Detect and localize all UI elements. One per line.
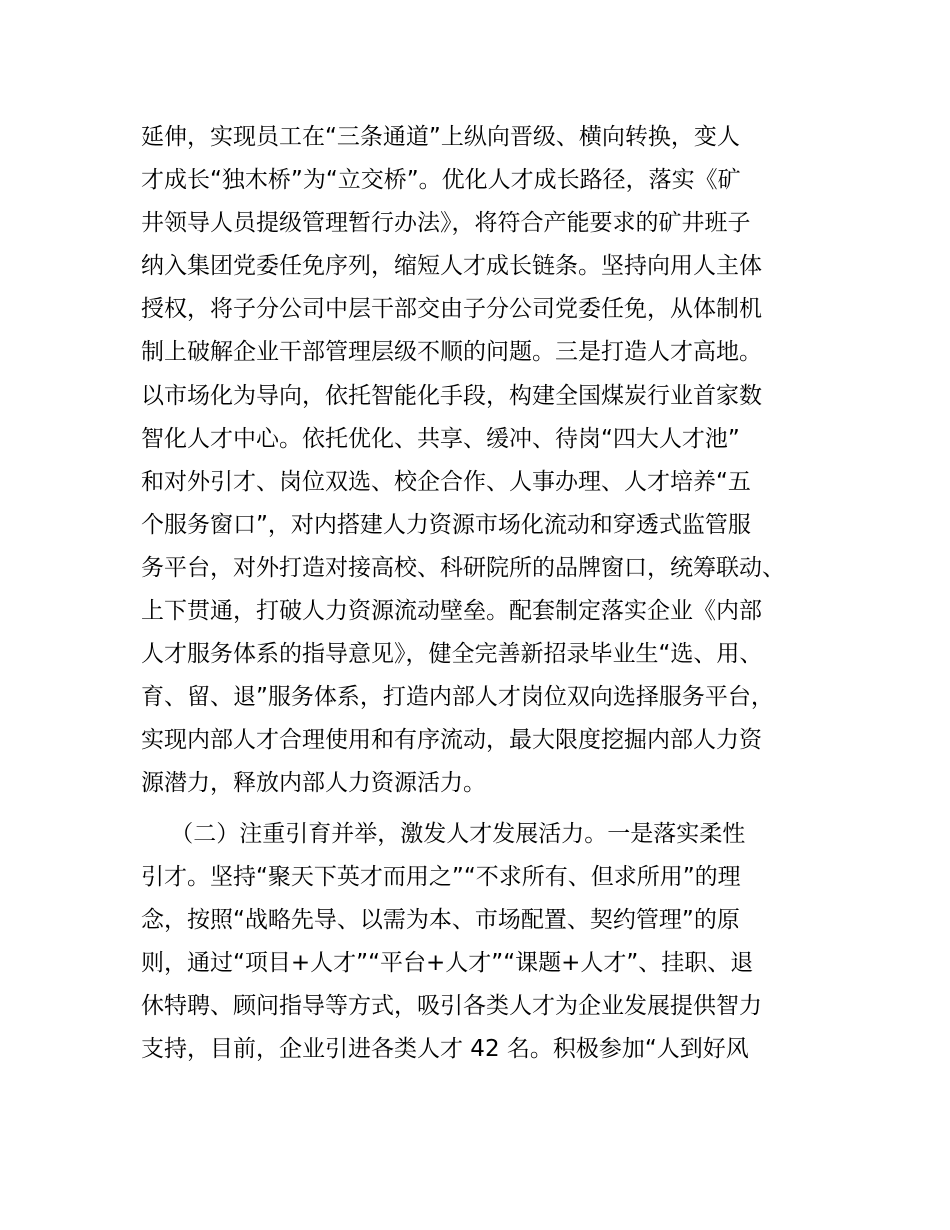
text-line: 人才服务体系的指导意见》，健全完善新招录毕业生“选、用、 — [141, 641, 763, 668]
text-line: 延伸，实现员工在“三条通道”上纵向晋级、横向转换，变人 — [141, 124, 740, 150]
text-line: 纳入集团党委任免序列，缩短人才成长链条。坚持向用人主体 — [141, 253, 762, 280]
text-line: 支持，目前，企业引进各类人才 42 名。积极参加“人到好风 — [141, 1035, 749, 1062]
text-line: 制上破解企业干部管理层级不顺的问题。三是打造人才高地。 — [141, 339, 762, 366]
text-line: 源潜力，释放内部人力资源活力。 — [141, 770, 486, 797]
text-line: 个服务窗口”，对内搭建人力资源市场化流动和穿透式监管服 — [141, 511, 751, 538]
text-line: 引才。坚持“聚天下英才而用之”“不求所有、但求所用”的理 — [141, 863, 741, 890]
text-line: 井领导人员提级管理暂行办法》，将符合产能要求的矿井班子 — [141, 210, 751, 237]
text-line: 和对外引才、岗位双选、校企合作、人事办理、人才培养“五 — [141, 468, 751, 495]
text-line: 上下贯通，打破人力资源流动壁垒。配套制定落实企业《内部 — [141, 598, 762, 625]
text-line: （二）注重引育并举，激发人才发展活力。一是落实柔性 — [141, 820, 746, 847]
body-text — [141, 116, 841, 1071]
paragraph-1 — [141, 116, 841, 806]
text-line: 育、留、退”服务体系，打造内部人才岗位双向选择服务平台， — [141, 684, 774, 711]
text-line: 以市场化为导向，依托智能化手段，构建全国煤炭行业首家数 — [141, 382, 762, 409]
text-line: 授权，将子分公司中层干部交由子分公司党委任免，从体制机 — [141, 296, 762, 323]
text-line: 实现内部人才合理使用和有序流动，最大限度挖掘内部人力资 — [141, 727, 762, 754]
text-line: 休特聘、顾问指导等方式，吸引各类人才为企业发展提供智力 — [141, 992, 762, 1019]
paragraph-2 — [141, 813, 841, 1072]
text-line: 念，按照“战略先导、以需为本、市场配置、契约管理”的原 — [141, 906, 740, 933]
text-line: 务平台，对外打造对接高校、科研院所的品牌窗口，统筹联动、 — [141, 554, 785, 581]
text-line: 智化人才中心。依托优化、共享、缓冲、待岗“四大人才池” — [141, 425, 740, 452]
text-line: 才成长“独木桥”为“立交桥”。优化人才成长路径，落实《矿 — [141, 167, 741, 194]
text-line: 则，通过“项目+人才”“平台+人才”“课题+人才”、挂职、退 — [141, 949, 754, 976]
paragraph-gap — [141, 806, 841, 813]
